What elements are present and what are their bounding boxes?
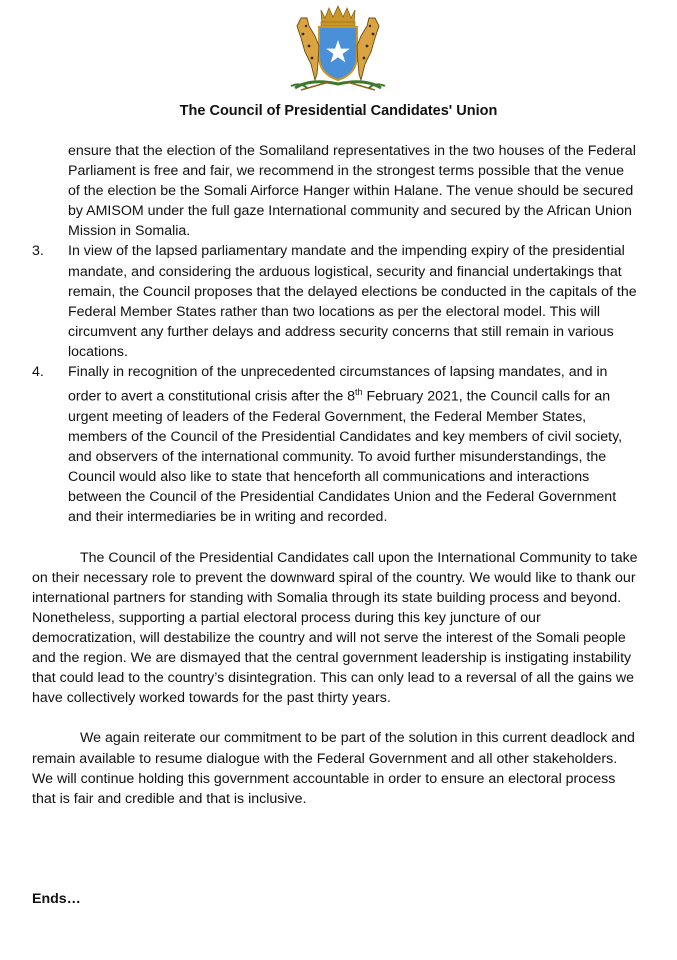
list-item-text-part: Finally in recognition of the unprecedented circumstances of lapsing mandates, and in order to avert a constitutional crisis after the 8 (68, 364, 608, 405)
letter-body (32, 141, 638, 809)
body-paragraph: We again reiterate our commitment to be part of the solution in this current deadlock and remain available to resume dialogue with the Federal Government and all other stakeholders. We will continue holding this government accountable in order to ensure an electoral process that is fair and credible and that is inclusive. (32, 730, 635, 807)
closing-text: Ends… (32, 891, 81, 907)
ordinal-superscript: th (355, 387, 363, 398)
list-item-text (68, 362, 638, 527)
list-item-number: 3. (32, 243, 44, 260)
somali-coat-of-arms-icon (271, 4, 405, 92)
list-item-number: 4. (32, 364, 44, 381)
continued-item-text: ensure that the election of the Somaliland representatives in the two houses of the Federal Parliament is free and fair, we recommend in the strongest terms possible that the venue of the election be the Somali Airforce Hanger within Halane. The venue should be secured by AMISOM under the full gaze International community and secured by the African Union Mission in Somalia. (68, 143, 636, 240)
list-item (32, 362, 638, 527)
list-item (32, 241, 638, 362)
organization-title: The Council of Presidential Candidates' Union (179, 103, 498, 119)
body-paragraph: The Council of the Presidential Candidates call upon the International Community to take on their necessary role to prevent the downward spiral of the country. We would like to thank our international partners for standing with Somalia through its state building process and beyond. Nonetheless, supporting a partial electoral process during this key juncture of our democratization, will destabilize the country and will not serve the interest of the Somali people and the region. We are dismayed that the central government leadership is instigating instability that could lead to the country’s disintegration. This can only lead to a reversal of all the gains we have collectively worked towards for the past thirty years. (32, 549, 638, 707)
list-item-text-part: February 2021, the Council calls for an urgent meeting of leaders of the Federal Government, the Federal Member States, members of the Council of the Presidential Candidates and key members of civil society, and observers of the international community. To avoid further misunderstandings, the Council would also like to state that henceforth all communications and interactions between the Council of the Presidential Candidates Union and the Federal Government and their intermediaries be in writing and recorded. (68, 388, 623, 526)
list-item-text: In view of the lapsed parliamentary mandate and the impending expiry of the presidential mandate, and considering the arduous logistical, security and financial undertakings that remain, the Council proposes that the delayed elections be conducted in the capitals of the Federal Member States rather than two locations as per the electoral model. This will circumvent any further delays and address security concerns that still remain in various locations. (68, 243, 637, 360)
